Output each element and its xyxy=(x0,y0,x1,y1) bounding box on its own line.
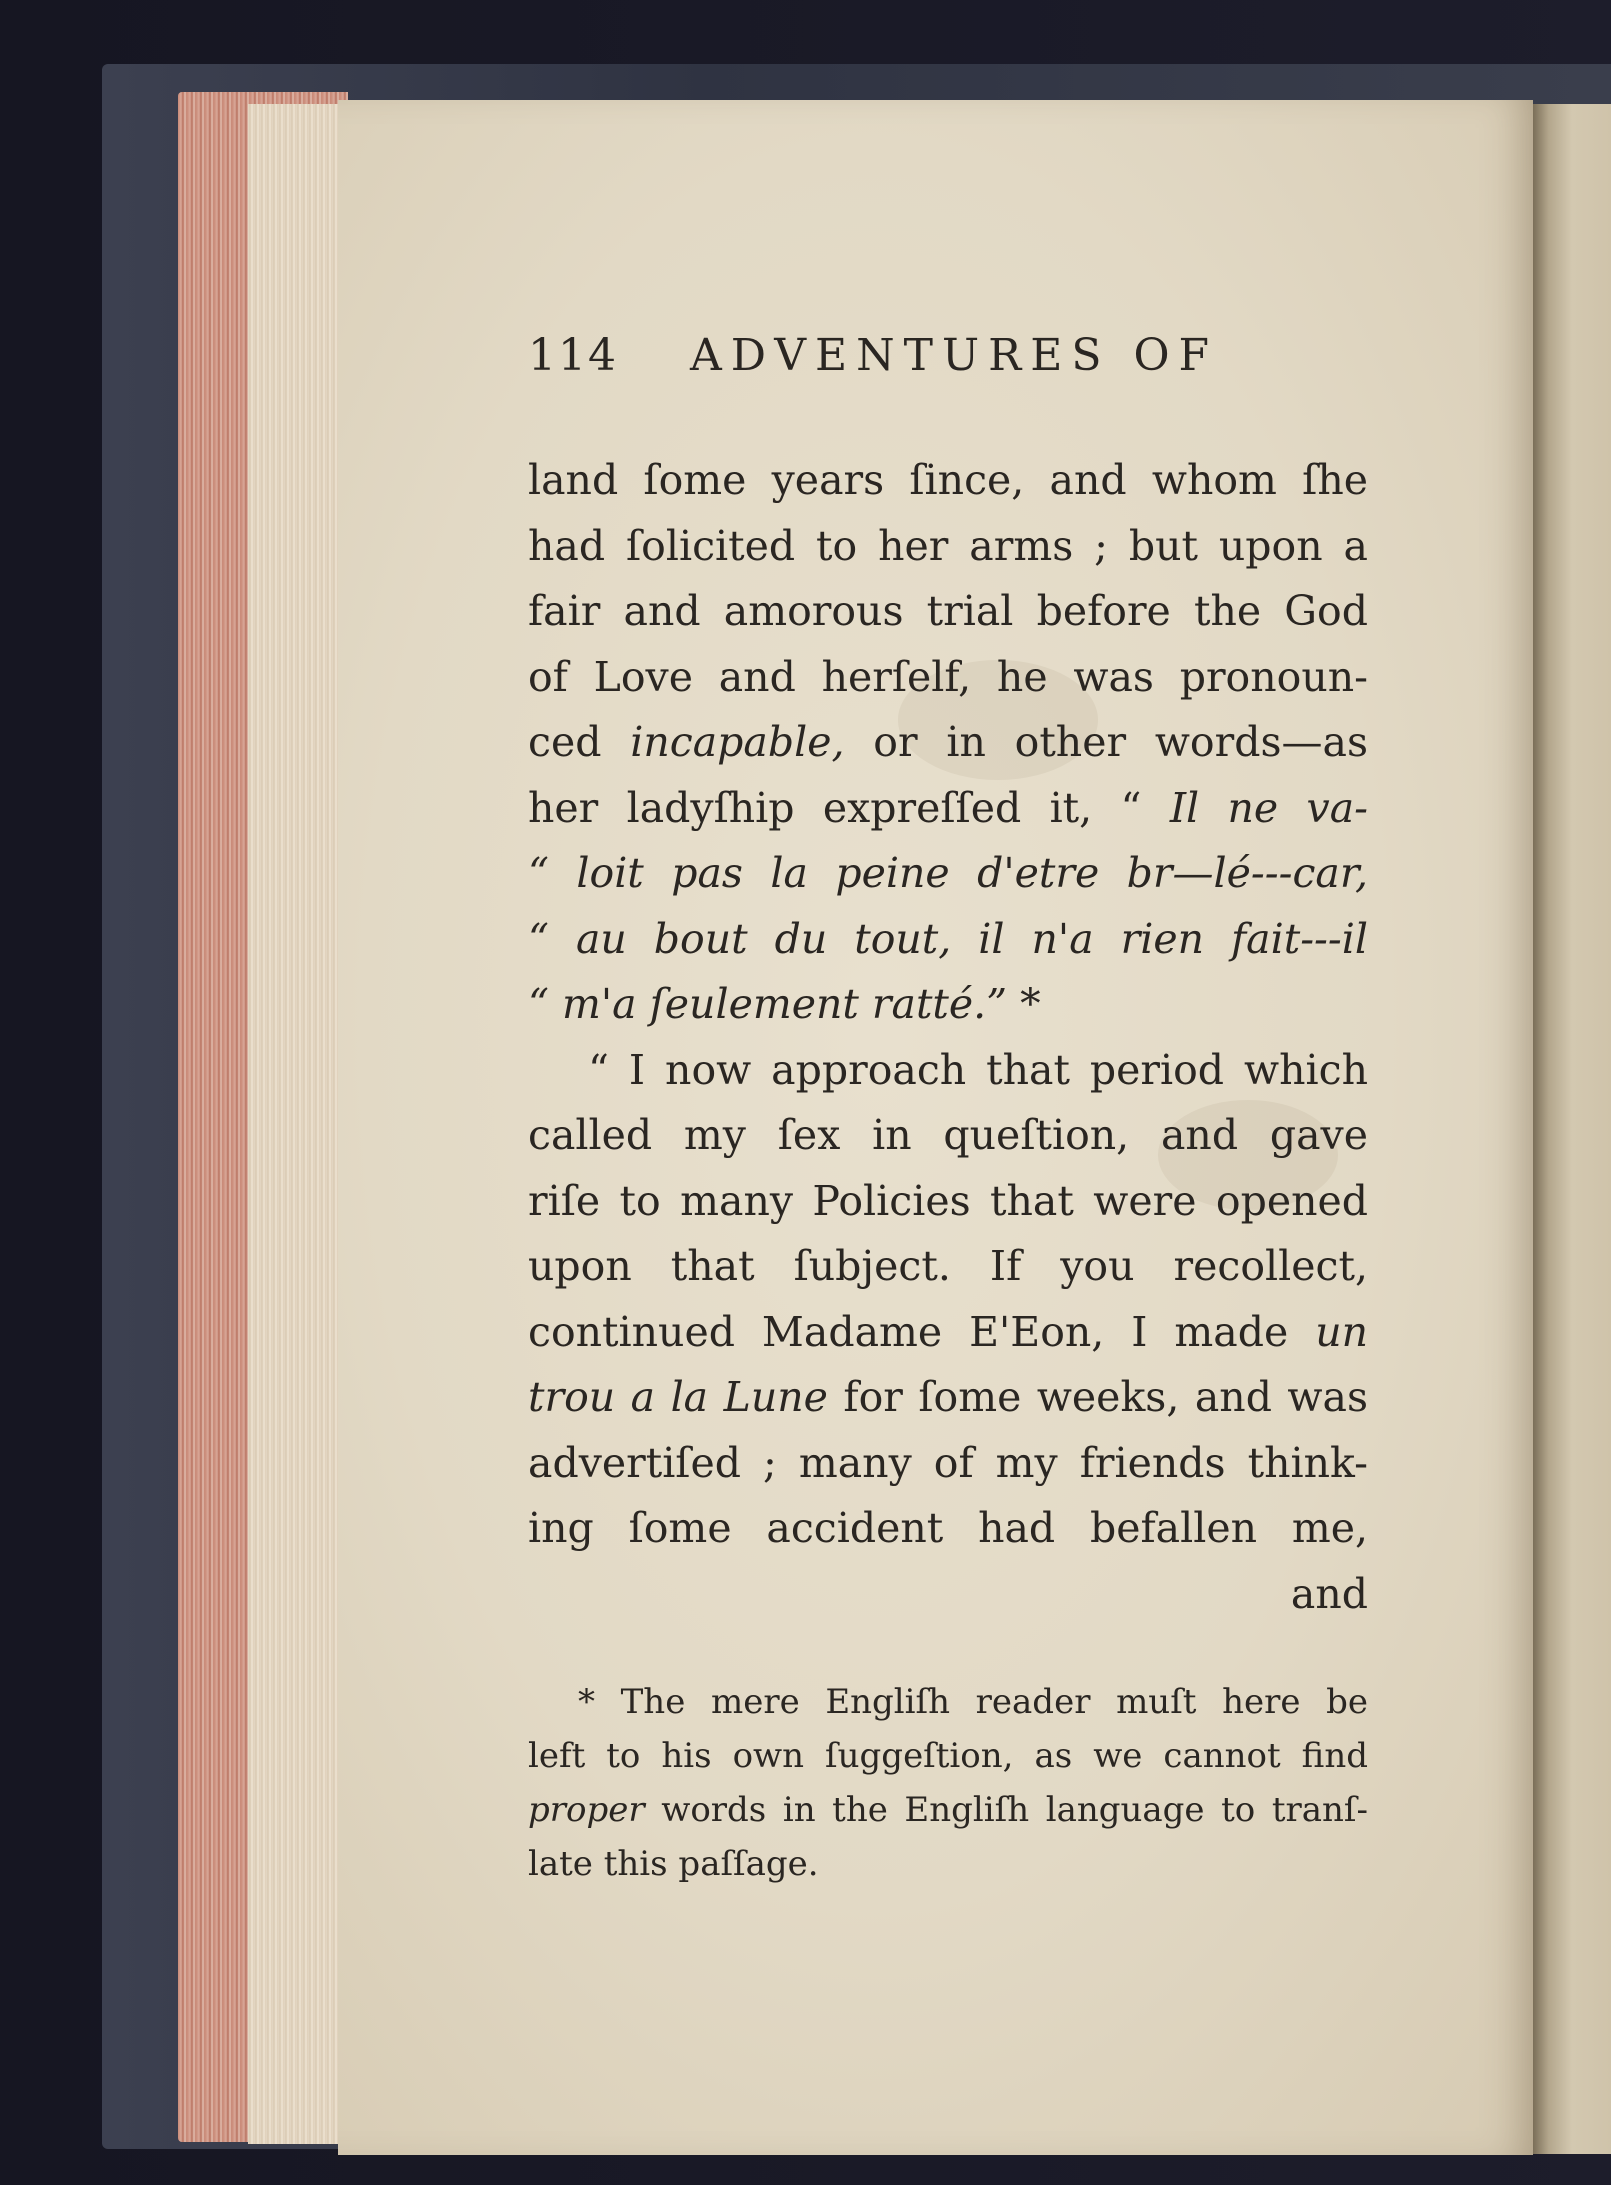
footnote xyxy=(528,1675,1368,1891)
italic-span: proper xyxy=(528,1790,645,1830)
text-line: riſe to many Policies that were opened xyxy=(528,1176,1368,1225)
text-line xyxy=(528,1300,1368,1366)
text-line xyxy=(528,1365,1368,1431)
facing-page xyxy=(1533,104,1611,2154)
text-span: ced xyxy=(528,718,631,766)
text-line: upon that ſubject. If you recollect, xyxy=(528,1242,1368,1290)
text-span: her ladyſhip expreſſed it, “ xyxy=(528,783,1170,832)
body-text xyxy=(528,448,1368,1627)
text-line: “ m'a ſeulement ratté.” * xyxy=(528,980,1041,1028)
text-line: called my ſex in queſtion, and gave xyxy=(528,1111,1368,1159)
running-header xyxy=(528,330,1368,400)
text-line: advertiſed ; many of my friends think- xyxy=(528,1438,1368,1487)
text-line: “ loit pas la peine d'etre br—lé---car, xyxy=(528,849,1368,897)
text-line xyxy=(528,776,1368,842)
text-line: fair and amorous trial before the God xyxy=(528,587,1368,635)
text-line xyxy=(528,710,1368,776)
italic-span: un xyxy=(1315,1307,1368,1356)
page-stack xyxy=(248,104,348,2144)
text-span: or in other words—as xyxy=(844,718,1368,766)
text-line: ing ſome accident had befallen me, xyxy=(528,1504,1368,1552)
italic-span: trou a la Lune xyxy=(528,1373,828,1421)
text-line: land ſome years ſince, and whom ſhe xyxy=(528,456,1368,504)
footnote-line: left to his own ſuggeſtion, as we cannot find xyxy=(528,1736,1368,1776)
text-span: continued Madame E'Eon, I made xyxy=(528,1307,1316,1356)
footnote-line: late this paſſage. xyxy=(528,1844,819,1884)
italic-span: Il ne va- xyxy=(1169,783,1368,832)
text-line: of Love and herſelf, he was pronoun- xyxy=(528,652,1368,701)
catchword: and xyxy=(1290,1569,1368,1618)
running-title: ADVENTURES OF xyxy=(690,330,1219,381)
text-span: words in the Engliſh language to tranſ- xyxy=(644,1790,1368,1830)
italic-span: incapable, xyxy=(630,718,845,766)
footnote-line xyxy=(528,1783,1368,1837)
text-line: “ au bout du tout, il n'a rien fait---il xyxy=(528,914,1368,963)
footnote-line: * The mere Engliſh reader muſt here be xyxy=(578,1682,1368,1722)
text-span: for ſome weeks, and was xyxy=(827,1373,1368,1421)
text-line: had ſolicited to her arms ; but upon a xyxy=(528,521,1368,570)
text-line: “ I now approach that period which xyxy=(588,1045,1368,1094)
page-number: 114 xyxy=(528,330,618,381)
